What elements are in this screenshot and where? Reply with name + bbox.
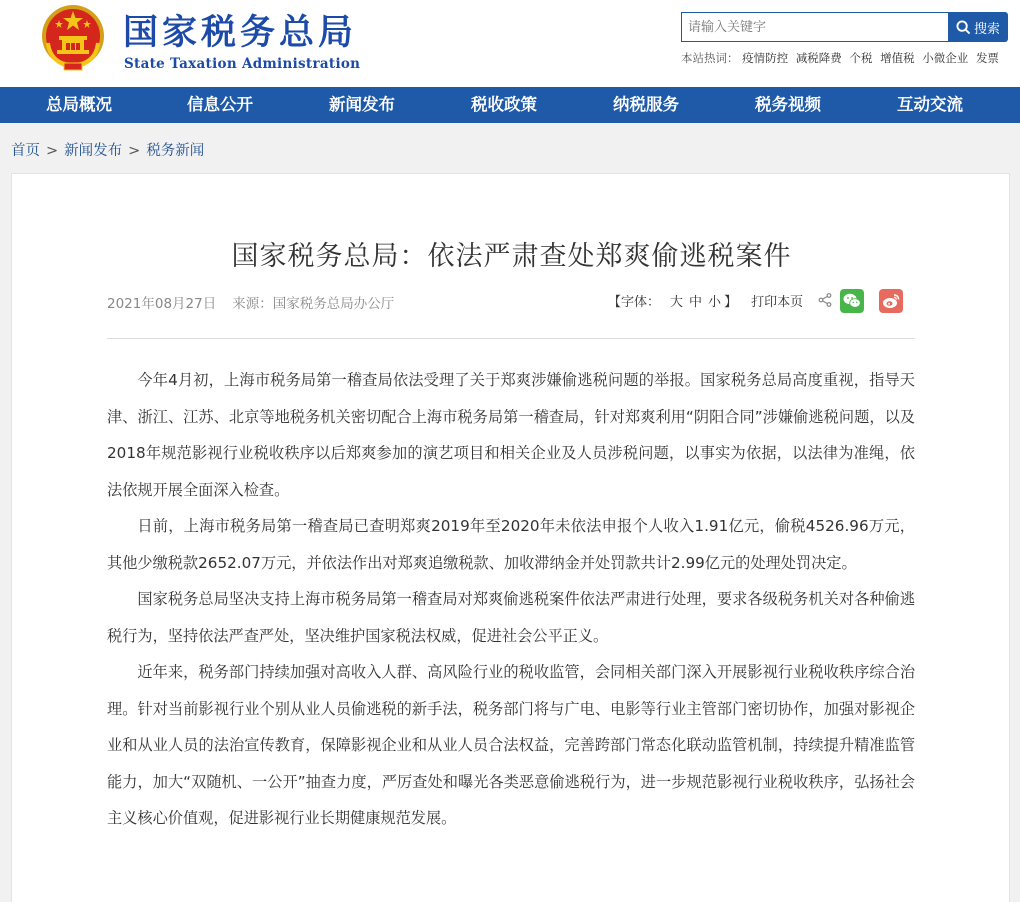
nav-item-service[interactable]: 纳税服务: [613, 95, 679, 114]
nav-item-video[interactable]: 税务视频: [755, 95, 821, 114]
weibo-icon: [879, 289, 903, 313]
logo-title-cn[interactable]: 国家税务总局: [123, 13, 358, 53]
search-button-label: 搜索: [973, 20, 1000, 36]
font-size-label-close: 】: [724, 294, 738, 310]
article-tools: [608, 287, 832, 313]
nav-item-disclosure[interactable]: 信息公开: [187, 95, 253, 114]
search-input[interactable]: [681, 12, 949, 42]
breadcrumb-tax-news[interactable]: 税务新闻: [146, 143, 205, 159]
share-icon: [818, 293, 832, 307]
hot-word-link[interactable]: 个税: [849, 51, 873, 65]
breadcrumb-home[interactable]: 首页: [11, 143, 40, 159]
search-icon: [956, 20, 971, 35]
nav-item-news[interactable]: 新闻发布: [329, 95, 395, 114]
search-button[interactable]: [948, 12, 1008, 42]
wechat-share-button[interactable]: [840, 289, 864, 313]
hot-word-link[interactable]: 发票: [975, 51, 999, 65]
print-button[interactable]: 打印本页: [751, 294, 804, 310]
hot-word-link[interactable]: 增值税: [880, 51, 915, 65]
font-medium-button[interactable]: 中: [689, 294, 703, 310]
font-small-button[interactable]: 小: [708, 294, 722, 310]
breadcrumb-news-release[interactable]: 新闻发布: [64, 143, 123, 159]
article-paragraph: 国家税务总局坚决支持上海市税务局第一稽查局对郑爽偷逃税案件依法严肃进行处理，要求各级税务机关对各种偷逃税行为，坚持依法严查严处，坚决维护国家税法权威，促进社会公平正义。: [107, 590, 915, 645]
article-paragraph: 日前，上海市税务局第一稽查局已查明郑爽2019年至2020年未依法申报个人收入1.91亿元，偷税4526.96万元，其他少缴税款2652.07万元，并依法作出对郑爽追缴税款、加收滞纳金并处罚款共计2.99亿元的处理处罚决定。: [107, 517, 915, 572]
nav-item-overview[interactable]: 总局概况: [46, 95, 112, 114]
article-body: [107, 362, 915, 837]
font-large-button[interactable]: 大: [670, 294, 684, 310]
nav-item-policy[interactable]: 税收政策: [471, 95, 537, 114]
national-emblem-icon[interactable]: [40, 3, 106, 71]
hot-words-label: 本站热词：: [681, 51, 739, 65]
article-date: 2021年08月27日: [107, 296, 217, 312]
article-card: [11, 173, 1010, 902]
hot-word-link[interactable]: 疫情防控: [742, 51, 789, 65]
hot-word-link[interactable]: 小微企业: [922, 51, 969, 65]
hot-words: [681, 50, 1003, 66]
weibo-share-button[interactable]: [879, 289, 903, 313]
article-paragraph: 近年来，税务部门持续加强对高收入人群、高风险行业的税收监管，会同相关部门深入开展影视行业税收秩序综合治理。针对当前影视行业个别从业人员偷逃税的新手法，税务部门将与广电、电影等行业主管部门密切协作，加强对影视企业和从业人员的法治宣传教育，保障影视企业和从业人员合法权益，完善跨部门常态化联动监管机制，持续提升精准监管能力，加大“双随机、一公开”抽查力度，严厉查处和曝光各类恶意偷逃税行为，进一步规范影视行业税收秩序，弘扬社会主义核心价值观，促进影视行业长期健康规范发展。: [107, 663, 915, 827]
breadcrumb-separator: >: [128, 143, 141, 159]
main-nav: [0, 87, 1020, 123]
article-source: 来源：国家税务总局办公厅: [232, 296, 395, 312]
article-paragraph: 今年4月初，上海市税务局第一稽查局依法受理了关于郑爽涉嫌偷逃税问题的举报。国家税务总局高度重视，指导天津、浙江、江苏、北京等地税务机关密切配合上海市税务局第一稽查局，针对郑爽利用“阴阳合同”涉嫌偷逃税问题，以及2018年规范影视行业税收秩序以后郑爽参加的演艺项目和相关企业及人员涉税问题，以事实为依据，以法律为准绳，依法依规开展全面深入检查。: [107, 371, 915, 499]
breadcrumb: [11, 139, 204, 160]
wechat-icon: [840, 289, 864, 313]
article-meta: [107, 292, 394, 312]
article-title: 国家税务总局：依法严肃查处郑爽偷逃税案件: [231, 241, 792, 272]
hot-word-link[interactable]: 减税降费: [795, 51, 842, 65]
site-header: [0, 0, 1020, 87]
share-button[interactable]: [818, 293, 832, 307]
breadcrumb-separator: >: [46, 143, 59, 159]
title-divider: [107, 338, 915, 339]
nav-item-interact[interactable]: 互动交流: [897, 95, 963, 114]
font-size-label: 【字体：: [608, 294, 661, 310]
logo-title-en[interactable]: State Taxation Administration: [124, 56, 361, 72]
